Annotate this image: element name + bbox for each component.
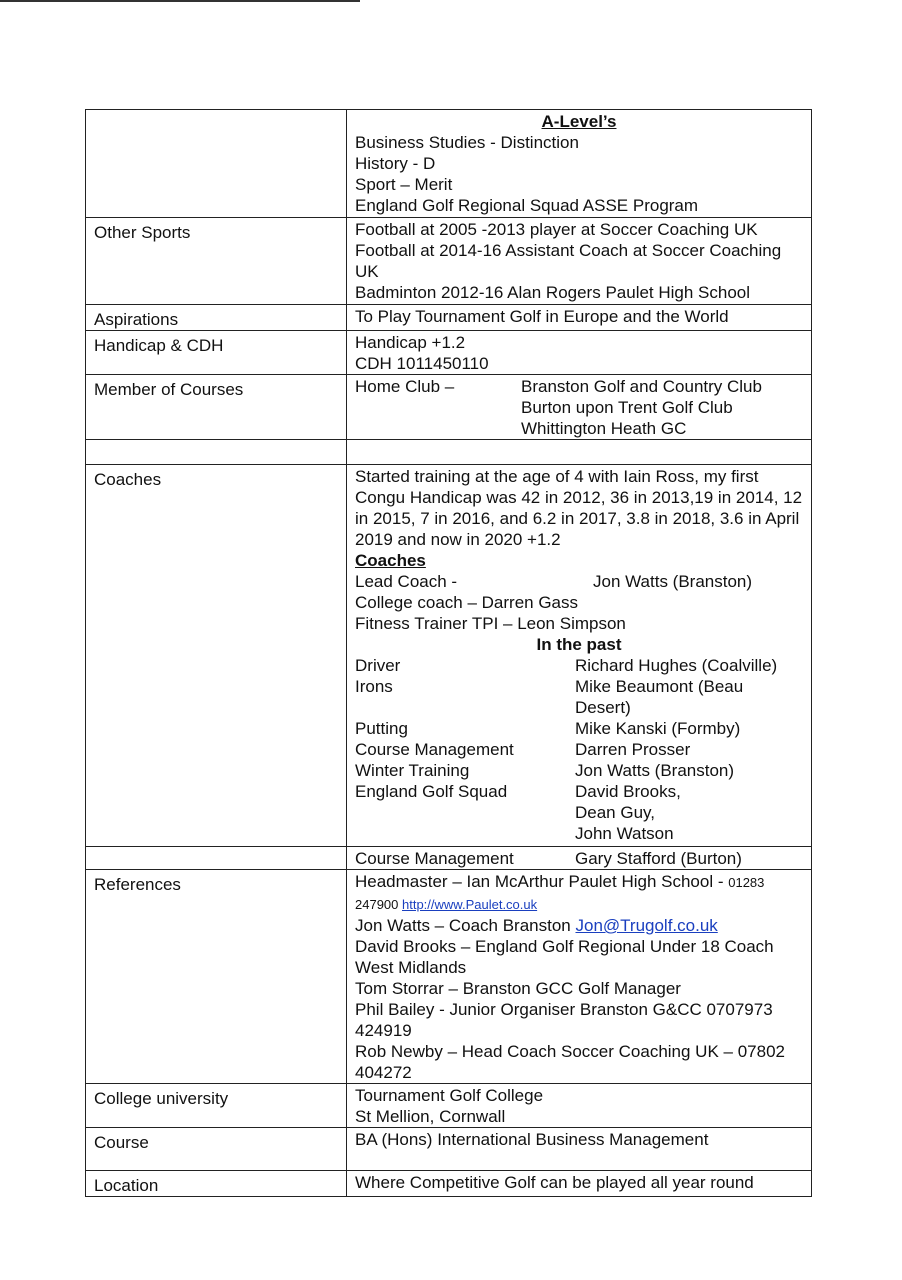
past-coach-key: Putting: [355, 719, 408, 738]
courses-cell: [347, 375, 812, 440]
alevels-row: [86, 110, 812, 218]
past-coach-row: [355, 760, 803, 781]
jon-watts-text: Jon Watts – Coach Branston: [355, 916, 576, 935]
alevel-line: England Golf Regional Squad ASSE Program: [355, 196, 699, 215]
alevels-heading: A-Level’s: [541, 112, 617, 131]
past-coach-key: Driver: [355, 656, 401, 675]
past-coach-value: Richard Hughes (Coalville): [575, 656, 778, 675]
headmaster-reference: [355, 871, 803, 915]
profile-table: [85, 109, 812, 1197]
course-management-row: [86, 847, 812, 870]
coaches-heading: Coaches: [355, 551, 426, 570]
course-management-line: [355, 848, 803, 869]
references-cell: [347, 870, 812, 1084]
reference-line: Phil Bailey - Junior Organiser Branston G&CC 0707973 424919: [355, 1000, 773, 1040]
lead-coach-value: Jon Watts (Branston): [593, 572, 753, 591]
reference-line: Tom Storrar – Branston GCC Golf Manager: [355, 979, 681, 998]
college-line: Tournament Golf College: [355, 1086, 544, 1105]
courses-row: [86, 375, 812, 440]
coaches-label: Coaches: [86, 465, 347, 847]
alevel-line: History - D: [355, 154, 436, 173]
course-value: BA (Hons) International Business Management: [347, 1128, 812, 1171]
course-management-key: Course Management: [355, 849, 514, 868]
college-line: St Mellion, Cornwall: [355, 1107, 506, 1126]
alevels-cell: [347, 110, 812, 218]
college-coach-line: College coach – Darren Gass: [355, 593, 579, 612]
course-label: Course: [86, 1128, 347, 1171]
lead-coach-key: Lead Coach -: [355, 572, 458, 591]
course-item: Whittington Heath GC: [521, 419, 687, 438]
past-coach-row: [355, 781, 803, 844]
spacer-row: [86, 440, 812, 465]
past-coach-key: Course Management: [355, 740, 514, 759]
past-coach-key: Irons: [355, 677, 393, 696]
headmaster-phone: 01283 247900: [355, 875, 765, 912]
headmaster-text: Headmaster – Ian McArthur Paulet High School -: [355, 872, 729, 891]
course-item: Branston Golf and Country Club: [521, 377, 762, 396]
fitness-trainer-line: Fitness Trainer TPI – Leon Simpson: [355, 614, 626, 633]
handicap-label: Handicap & CDH: [86, 331, 347, 375]
sport-line: Football at 2014-16 Assistant Coach at Soccer Coaching UK: [355, 241, 782, 281]
past-heading: In the past: [536, 635, 622, 654]
cdh-line: CDH 1011450110: [355, 354, 489, 373]
handicap-row: [86, 331, 812, 375]
alevels-label-cell: [86, 110, 347, 218]
scan-edge-line: [0, 0, 360, 2]
jon-email-link[interactable]: Jon@Trugolf.co.uk: [575, 916, 718, 935]
spacer-cell: [86, 440, 347, 465]
courses-block: [355, 376, 803, 439]
sport-line: Badminton 2012-16 Alan Rogers Paulet High School: [355, 283, 751, 302]
reference-line: Rob Newby – Head Coach Soccer Coaching UK – 07802 404272: [355, 1042, 785, 1082]
location-label: Location: [86, 1171, 347, 1197]
handicap-cell: [347, 331, 812, 375]
home-club-key: Home Club –: [355, 377, 455, 396]
aspirations-label: Aspirations: [86, 305, 347, 331]
past-coach-row: [355, 676, 803, 718]
coaches-row: [86, 465, 812, 847]
courses-values: [521, 376, 762, 439]
aspirations-row: [86, 305, 812, 331]
past-coach-key: England Golf Squad: [355, 782, 508, 801]
course-item: Burton upon Trent Golf Club: [521, 398, 733, 417]
references-label: References: [86, 870, 347, 1084]
past-coach-row: [355, 655, 803, 676]
coaches-intro: Started training at the age of 4 with Iain Ross, my first Congu Handicap was 42 in 2012, 36 in 2013,19 in 2014, 12 in 2015, 7 in 2016, and 6.2 in 2017, 3.8 in 2018, 3.6 in April 2019 and now in 2020 +1.2: [355, 467, 803, 549]
other-sports-cell: [347, 218, 812, 305]
past-coach-row: [355, 739, 803, 760]
handicap-line: Handicap +1.2: [355, 333, 466, 352]
alevel-line: Sport – Merit: [355, 175, 453, 194]
aspirations-value: To Play Tournament Golf in Europe and the World: [347, 305, 812, 331]
past-coach-row: [355, 718, 803, 739]
college-label: College university: [86, 1084, 347, 1128]
past-coach-value: Mike Kanski (Formby): [575, 719, 741, 738]
past-coach-value: Mike Beaumont (Beau Desert): [575, 677, 744, 717]
school-website-link[interactable]: http://www.Paulet.co.uk: [402, 897, 538, 912]
past-coach-value: Jon Watts (Branston): [575, 761, 735, 780]
coaches-cell: [347, 465, 812, 847]
course-management-label-cell: [86, 847, 347, 870]
past-coach-key: Winter Training: [355, 761, 470, 780]
courses-label: Member of Courses: [86, 375, 347, 440]
alevel-line: Business Studies - Distinction: [355, 133, 579, 152]
references-row: [86, 870, 812, 1084]
other-sports-row: [86, 218, 812, 305]
course-management-cell: [347, 847, 812, 870]
sport-line: Football at 2005 -2013 player at Soccer Coaching UK: [355, 220, 758, 239]
spacer-cell: [347, 440, 812, 465]
past-coach-value: David Brooks, Dean Guy, John Watson: [575, 782, 681, 843]
jon-watts-reference: [355, 915, 803, 936]
location-value: Where Competitive Golf can be played all year round: [347, 1171, 812, 1197]
location-row: [86, 1171, 812, 1197]
college-row: [86, 1084, 812, 1128]
lead-coach-line: [355, 571, 803, 592]
other-sports-label: Other Sports: [86, 218, 347, 305]
past-coach-value: Darren Prosser: [575, 740, 691, 759]
course-row: [86, 1128, 812, 1171]
course-management-value: Gary Stafford (Burton): [575, 849, 742, 868]
reference-line: David Brooks – England Golf Regional Under 18 Coach West Midlands: [355, 937, 774, 977]
college-cell: [347, 1084, 812, 1128]
